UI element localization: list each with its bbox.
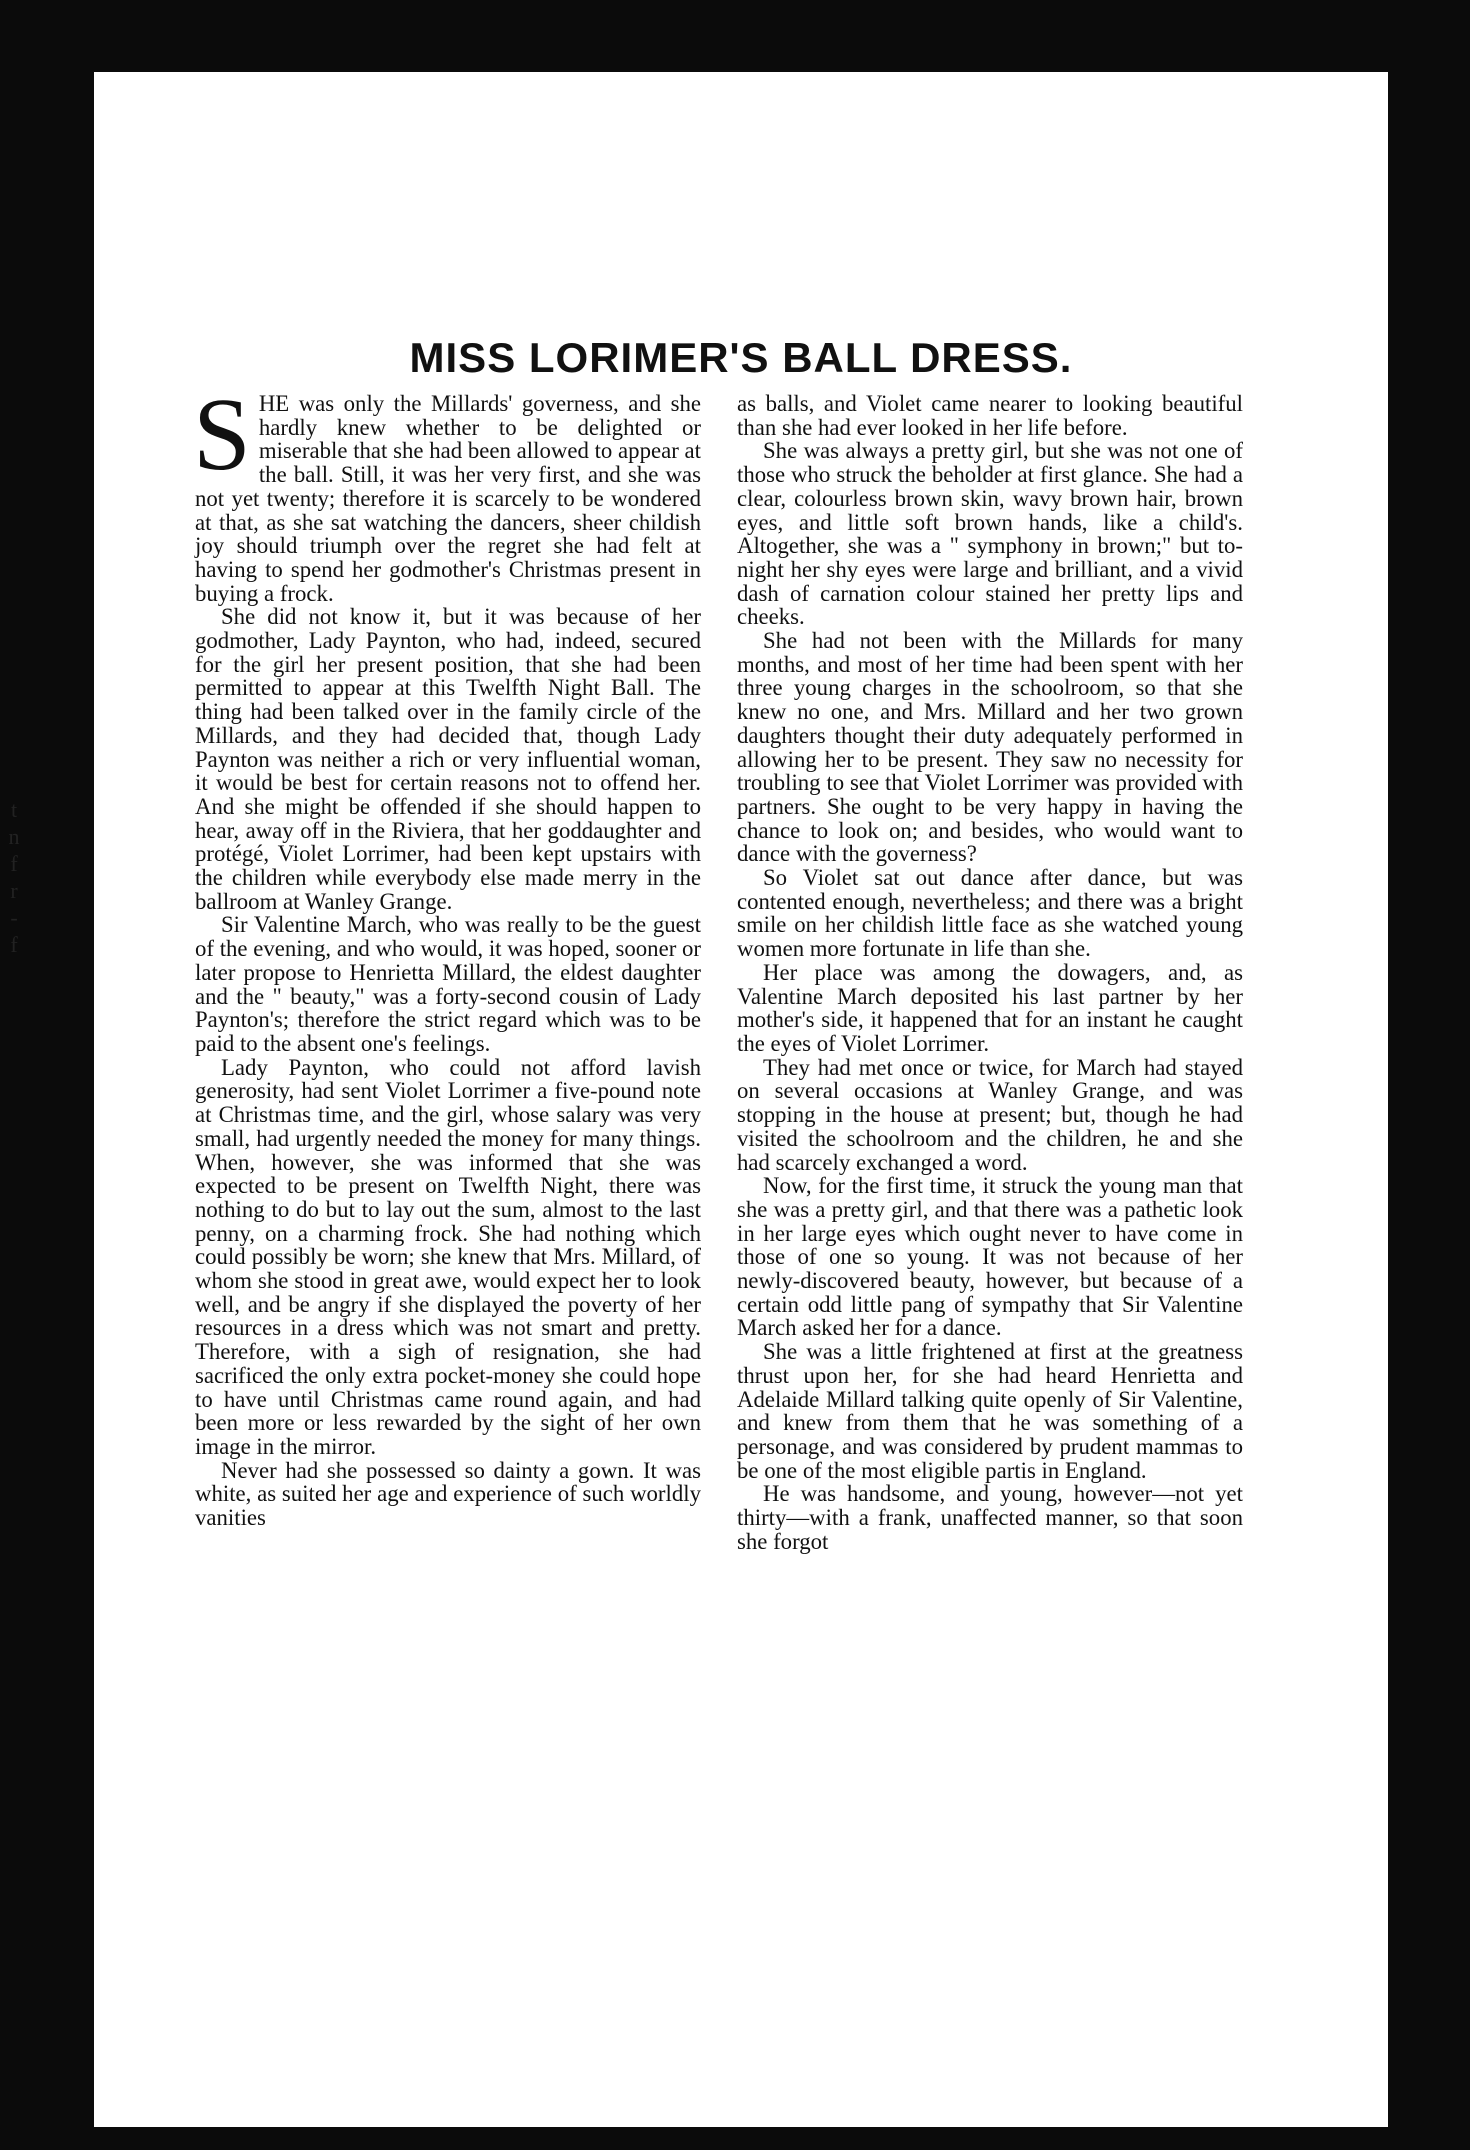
column-left xyxy=(193,377,701,1531)
paragraph: Lady Paynton, who could not afford lavish generosity, had sent Violet Lorrimer a five-pound note at Christmas time, and the girl, whose salary was very small, had urgently needed the money for many things. When, however, she was informed that she was expected to be present on Twelfth Night, there was nothing to do but to lay out the sum, almost to the last penny, on a charming frock. She had nothing which could possibly be worn; she knew that Mrs. Millard, of whom she stood in great awe, would expect her to look well, and be angry if she displayed the poverty of her resources in a dress which was not smart and pretty. Therefore, with a sigh of resignation, she had sacrificed the only extra pocket-money she could hope to have until Christmas came round again, and had been more or less rewarded by the sight of her own image in the mirror. xyxy=(195,1054,701,1459)
article-title: MISS LORIMER'S BALL DRESS. xyxy=(409,334,1073,381)
column-right xyxy=(737,392,1243,1553)
paragraph: Sir Valentine March, who was really to be the guest of the evening, and who would, it was hoped, sooner or later propose to Henrietta Millard, the eldest daughter and the " beauty," was a forty-second cousin of Lady Paynton's; therefore the strict regard which was to be paid to the absent one's feelings. xyxy=(195,912,701,1056)
paragraph: He was handsome, and young, however—not yet thirty—with a frank, unaffected manner, so that soon she forgot xyxy=(737,1481,1243,1554)
paragraph: She did not know it, but it was because of her godmother, Lady Paynton, who had, indeed, secured for the girl her present position, that she had been permitted to appear at this Twelfth Night Ball. The thing had been talked over in the family circle of the Millards, and they had decided that, though Lady Paynton was neither a rich or very influential woman, it would be best for certain reasons not to offend her. And she might be offended if she should happen to hear, away off in the Riviera, that her goddaughter and protégé, Violet Lorrimer, had been kept upstairs with the children while everybody else made merry in the ballroom at Wanley Grange. xyxy=(195,604,701,914)
scan-border-right xyxy=(1388,0,1470,2150)
paragraph: Now, for the first time, it struck the young man that she was a pretty girl, and that there was a pathetic look in her large eyes which ought never to have come in those of one so young. It was not because of her newly-discovered beauty, however, but because of a certain odd little pang of sympathy that Sir Valentine March asked her for a dance. xyxy=(737,1173,1243,1341)
paragraph: She was a little frightened at first at the greatness thrust upon her, for she had heard Henrietta and Adelaide Millard talking quite openly of Sir Valentine, and knew from them that he was something of a personage, and was considered by prudent mammas to be one of the most eligible partis in England. xyxy=(737,1339,1243,1483)
page xyxy=(94,72,1388,2127)
paragraph: So Violet sat out dance after dance, but was contented enough, nevertheless; and there was a bright smile on her childish little face as she watched young women more fortunate in life than she. xyxy=(737,865,1243,962)
scan-border-left xyxy=(0,0,94,2150)
paragraph: Never had she possessed so dainty a gown. It was white, as suited her age and experience of such worldly vanities xyxy=(195,1457,701,1531)
paragraph: SHE was only the Millards' governess, and she hardly knew whether to be delighted or miserable that she had been allowed to appear at the ball. Still, it was her very first, and she was not yet twenty; therefore it is scarcely to be wondered at that, as she sat watching the dancers, sheer childish joy should triumph over the regret she had felt at having to spend her godmother's Christmas present in buying a frock. xyxy=(193,377,701,606)
margin-mark: f xyxy=(10,932,18,957)
margin-mark: f xyxy=(10,851,18,876)
margin-mark: r xyxy=(10,878,18,903)
paragraph: She had not been with the Millards for many months, and most of her time had been spent with her three young charges in the schoolroom, so that she knew no one, and Mrs. Millard and her two grown daughters thought their duty adequately performed in allowing her to be present. They saw no necessity for troubling to see that Violet Lorrimer was provided with partners. She ought to be very happy in having the chance to look on; and besides, who would want to dance with the governess? xyxy=(737,628,1243,867)
margin-mark: - xyxy=(10,905,18,930)
paragraph: She was always a pretty girl, but she was not one of those who struck the beholder at first glance. She had a clear, colourless brown skin, wavy brown hair, brown eyes, and little soft brown hands, like a child's. Altogether, she was a " symphony in brown;" but to-night her shy eyes were large and brilliant, and a vivid dash of carnation colour stained her pretty lips and cheeks. xyxy=(737,438,1243,630)
drop-cap: S xyxy=(193,377,251,492)
scan-border-top xyxy=(0,0,1470,72)
scan-border-bottom xyxy=(94,2127,1388,2150)
paragraph: They had met once or twice, for March had stayed on several occasions at Wanley Grange, and was stopping in the house at present; but, though he had visited the schoolroom and the children, he and she had scarcely exchanged a word. xyxy=(737,1054,1243,1175)
margin-mark: n xyxy=(8,824,20,849)
margin-mark: t xyxy=(10,797,18,822)
paragraph: Her place was among the dowagers, and, as Valentine March deposited his last partner by her mother's side, it happened that for an instant he caught the eyes of Violet Lorrimer. xyxy=(737,959,1243,1056)
margin-marks xyxy=(2,796,26,958)
paragraph: as balls, and Violet came nearer to looking beautiful than she had ever looked in her life before. xyxy=(737,391,1243,440)
